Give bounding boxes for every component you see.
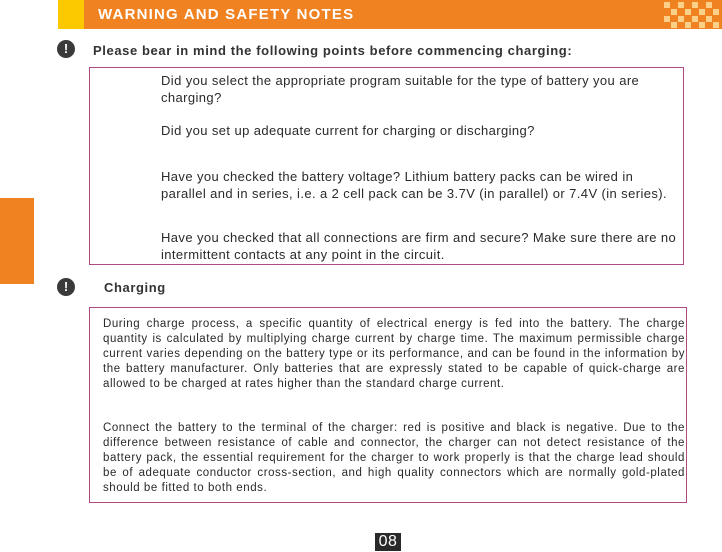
charging-box: [89, 307, 687, 503]
header-accent-block: [58, 0, 84, 29]
side-tab-marker: [0, 198, 34, 284]
section-heading-precautions: Please bear in mind the following points before commencing charging:: [93, 43, 573, 58]
question-item: Have you checked that all connections are firm and secure? Make sure there are no intermittent contacts at any point in the circuit.: [161, 230, 677, 262]
charging-paragraph: Connect the battery to the terminal of the charger: red is positive and black is negative. Due to the difference between resistance of cable and connector, the charger can not detect resistance of the battery pack, the essential requirement for the charger to work properly is that the charge lead should be of adequate conductor cross-section, and high quality connectors which are normally gold-plated should be fitted to both ends.: [103, 422, 685, 494]
exclamation-icon: !: [57, 278, 75, 296]
section-heading-charging: Charging: [104, 280, 166, 295]
question-item: Did you select the appropriate program suitable for the type of battery you are charging?: [161, 73, 640, 105]
question-item: Have you checked the battery voltage? Lithium battery packs can be wired in parallel and in series, i.e. a 2 cell pack can be 3.7V (in parallel) or 7.4V (in series).: [161, 169, 667, 201]
checker-pattern-decoration: [664, 2, 722, 28]
question-item: Did you set up adequate current for charging or discharging?: [161, 123, 535, 138]
page-title: WARNING AND SAFETY NOTES: [98, 6, 355, 23]
page-number: 08: [375, 533, 401, 551]
exclamation-icon: !: [57, 40, 75, 58]
precautions-box: [89, 67, 684, 265]
charging-paragraph: During charge process, a specific quantity of electrical energy is fed into the battery. The charge quantity is calculated by multiplying charge current by charge time. The maximum permissible charge current varies depending on the battery type or its performance, and can be found in the information by the battery manufacturer. Only batteries that are expressly stated to be capable of quick-charge are allowed to be charged at rates higher than the standard charge current.: [103, 318, 685, 390]
